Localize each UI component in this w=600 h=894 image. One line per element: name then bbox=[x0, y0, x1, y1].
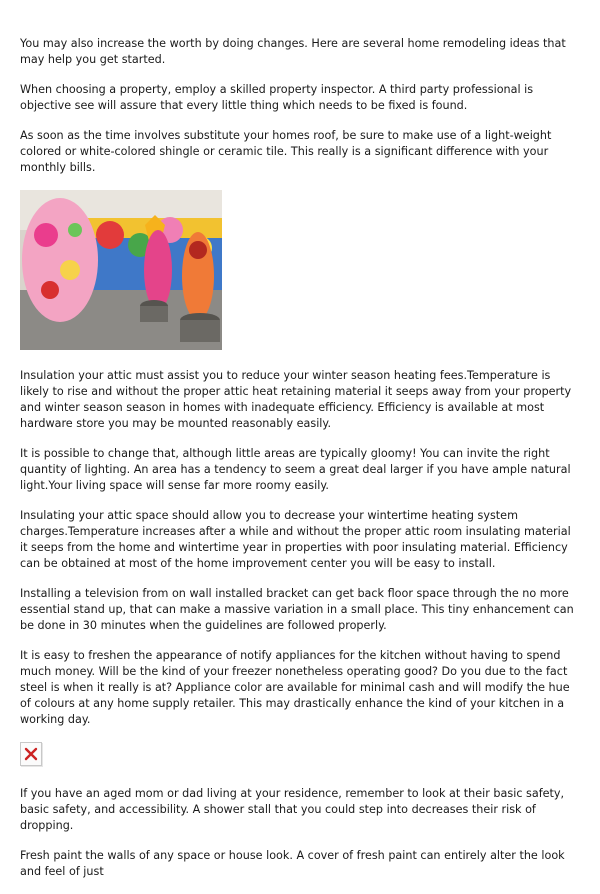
paragraph-9: If you have an aged mom or dad living at your residence, remember to look at their basic safety, basic safety, and accessibility. A shower stall that you could step into decreases their risk of dropping. bbox=[20, 787, 565, 832]
paragraph-6: Insulating your attic space should allow you to decrease your wintertime heating system charges.Temperature increases after a while and without the proper attic room insulating material it seeps from the home and wintertime year in properties with poor insulating material. Efficiency can be obtained at most of the home improvement center you will be easy to install. bbox=[20, 509, 571, 570]
paragraph-5: It is possible to change that, although little areas are typically gloomy! You can invite the right quantity of lighting. An area has a tendency to seem a great deal larger if you have ample natural light.Your living space will sense far more roomy easily. bbox=[20, 447, 571, 492]
paragraph-7: Installing a television from on wall installed bracket can get back floor space through the no more essential stand up, that can make a massive variation in a small place. This tiny enhancement can be done in 30 minutes when the guidelines are followed properly. bbox=[20, 587, 574, 632]
painted-sculptures-photo bbox=[20, 190, 222, 350]
paragraph-1: You may also increase the worth by doing changes. Here are several home remodeling ideas that may help you get started. bbox=[20, 37, 566, 66]
document-page bbox=[20, 36, 580, 894]
broken-image-icon bbox=[20, 742, 42, 766]
paragraph-10: Fresh paint the walls of any space or house look. A cover of fresh paint can entirely alter the look and feel of just bbox=[20, 849, 565, 878]
paragraph-4: Insulation your attic must assist you to reduce your winter season heating fees.Temperature is likely to rise and without the proper attic heat retaining material it seeps away from your property and winter season season in homes with inadequate efficiency. Efficiency is available at most hardware store you may be mounted reasonably easily. bbox=[20, 369, 572, 430]
broken-x-mark bbox=[24, 747, 38, 761]
photo-illustration bbox=[20, 190, 222, 350]
paragraph-8: It is easy to freshen the appearance of notify appliances for the kitchen without having to spend much money. Will be the kind of your freezer nonetheless operating good? Do you due to the fact steel is when it really is at? Appliance color are available for minimal cash and will modify the hue of colours at any home supply retailer. This may drastically enhance the kind of your kitchen in a working day. bbox=[20, 649, 570, 726]
paragraph-2: When choosing a property, employ a skilled property inspector. A third party professional is objective see will assure that every little thing which needs to be fixed is found. bbox=[20, 83, 534, 112]
paragraph-3: As soon as the time involves substitute your homes roof, be sure to make use of a light-weight colored or white-colored shingle or ceramic tile. This really is a significant difference with your monthly bills. bbox=[20, 129, 552, 174]
